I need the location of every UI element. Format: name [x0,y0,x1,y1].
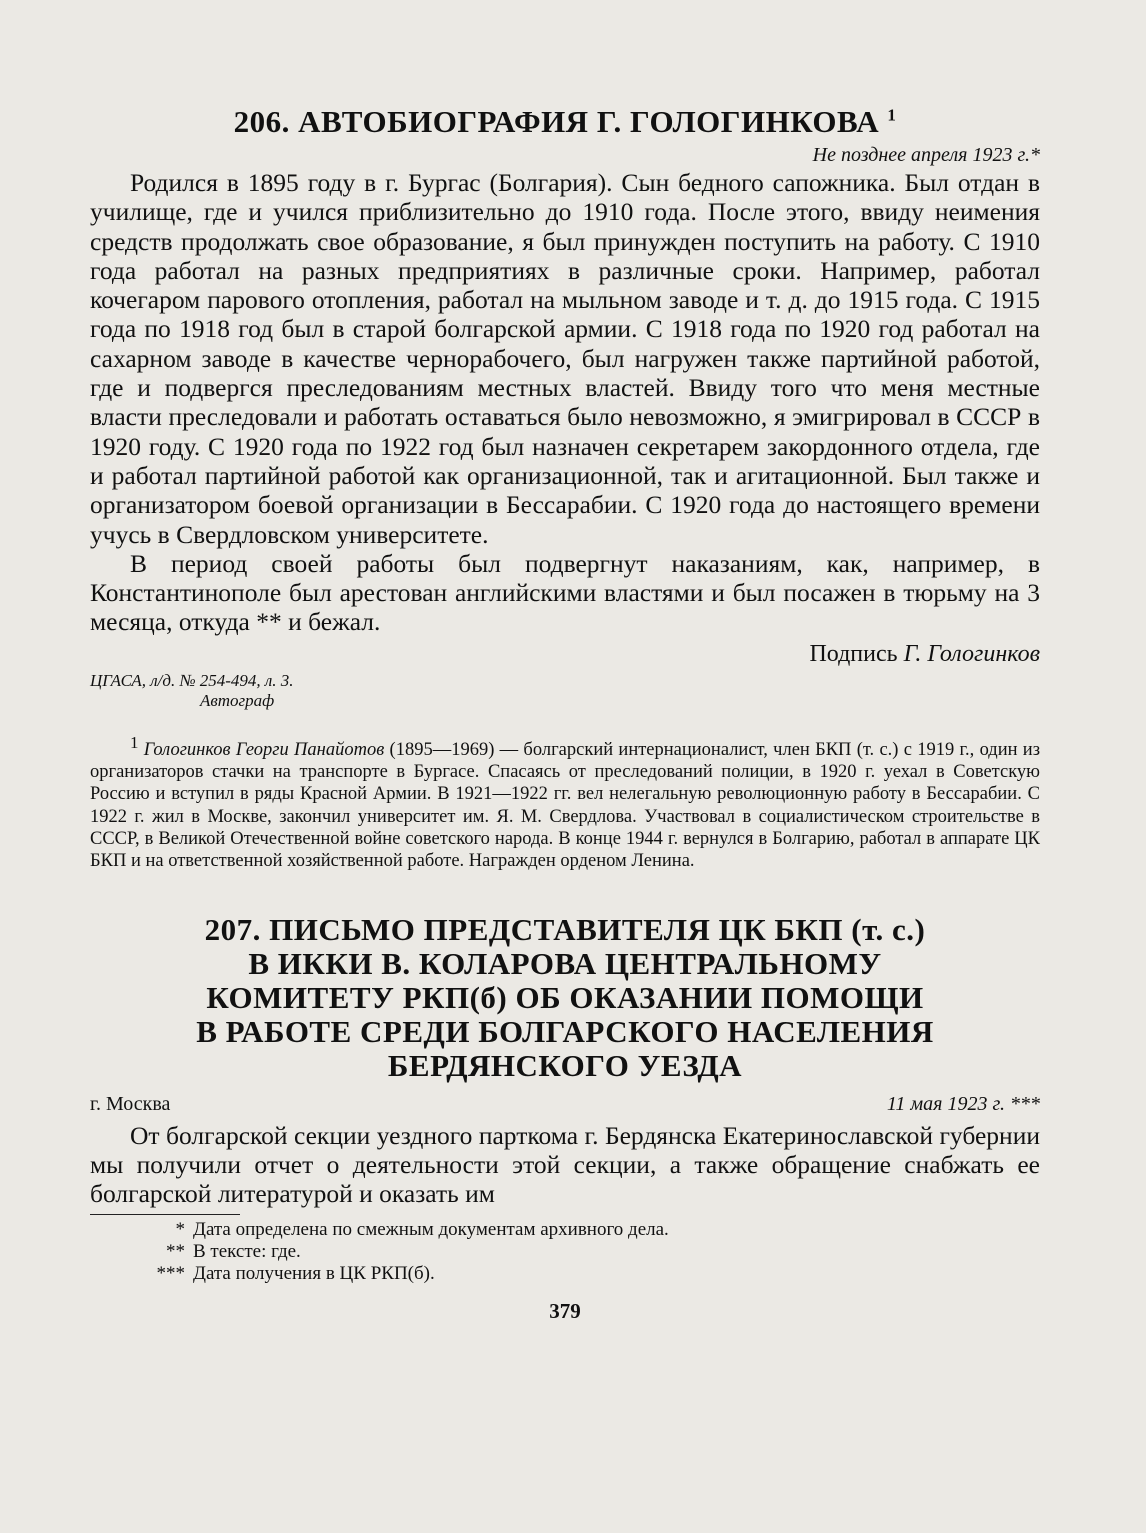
signature: Подпись Г. Гологинков [809,640,1040,667]
archive-subnote: Автограф [200,690,275,710]
biographical-note: 1 Гологинков Георги Панайотов (1895—1969) — болгарский интернационалист, член БКП (т. с.) с 1919 г., один из организаторов стачки на транспорте в Бургасе. Спасаясь от преследований полиции, в 1920 г. уехал в Советскую Россию и вступил в ряды Красной Армии. В 1921—1922 гг. вел нелегальную революционную работу в Бессарабии. С 1922 г. жил в Москве, закончил университет им. Я. М. Свердлова. Участвовал в социалистическом строительстве в СССР, в Великой Отечественной войне советского народа. В конце 1944 г. вернулся в Болгарию, работал в аппарате ЦК БКП и на ответственной хозяйственной работе. Награжден орденом Ленина. [90,732,1041,872]
doc206-title: 206. АВТОБИОГРАФИЯ Г. ГОЛОГИНКОВА $^1$ [233,104,897,139]
doc206-paragraph-2: В период своей работы был подвергнут наказаниям, как, например, в Константинополе был арестован английскими властями и был посажен в тюрьму на 3 месяца, откуда ** и бежал. [90,548,1040,637]
archive-reference: ЦГАСА, л/д. № 254-494, л. 3. Автограф [90,671,1040,711]
doc207-place: г. Москва [90,1092,171,1115]
doc207-title: 207. ПИСЬМО ПРЕДСТАВИТЕЛЯ ЦК БКП (т. с.) В ИККИ В. КОЛАРОВА ЦЕНТРАЛЬНОМУ КОМИТЕТУ РКП(б) ОБ ОКАЗАНИИ ПОМОЩИ В РАБОТЕ СРЕДИ БОЛГАРСКОГО НАСЕЛЕНИЯ БЕРДЯНСКОГО УЕЗДА [196,911,934,1083]
footnote-ref: 1 [887,105,897,125]
doc207-paragraph-1: От болгарской секции уездного парткома г. Бердянска Екатеринославской губернии мы получили отчет о деятельности этой секции, а также обращение снабжать ее болгарской литературой и оказать им [90,1120,1040,1209]
footnote: *** Дата получения в ЦК РКП(б). [156,1263,435,1285]
doc207-date: 11 мая 1923 г. *** [886,1092,1040,1115]
footnote: ** В тексте: где. [166,1241,301,1263]
footnote-divider [90,1214,240,1215]
footnote: * Дата определена по смежным документам архивного дела. [175,1219,669,1241]
doc206-paragraph-1: Родился в 1895 году в г. Бургас (Болгария). Сын бедного сапожника. Был отдан в училище, где и учился приблизительно до 1910 года. После этого, ввиду неимения средств продолжать свое образование, я был принужден поступить на работу. С 1910 года работал на разных предприятиях в различные сроки. Например, работал кочегаром парового отопления, работал на мыльном заводе и т. д. до 1915 года. С 1915 года по 1918 год был в старой болгарской армии. С 1918 года по 1920 год работал на сахарном заводе в качестве чернорабочего, был нагружен также партийной работой, где и подвергся преследованиям местных властей. Ввиду того что меня местные власти преследовали и работать оставаться было невозможно, я эмигрировал в СССР в 1920 году. С 1920 года по 1922 год был назначен секретарем закордонного отдела, где и работал партийной работой как организационной, так и агитационной. Был также и организатором боевой организации в Бессарабии. С 1920 года до настоящего времени учусь в Свердловском университете. [90,168,1040,549]
doc207-place-date [90,1091,1040,1117]
doc206-date: Не позднее апреля 1923 г.* [812,144,1040,166]
page-number: 379 [549,1299,581,1324]
document-page [90,104,1040,1324]
